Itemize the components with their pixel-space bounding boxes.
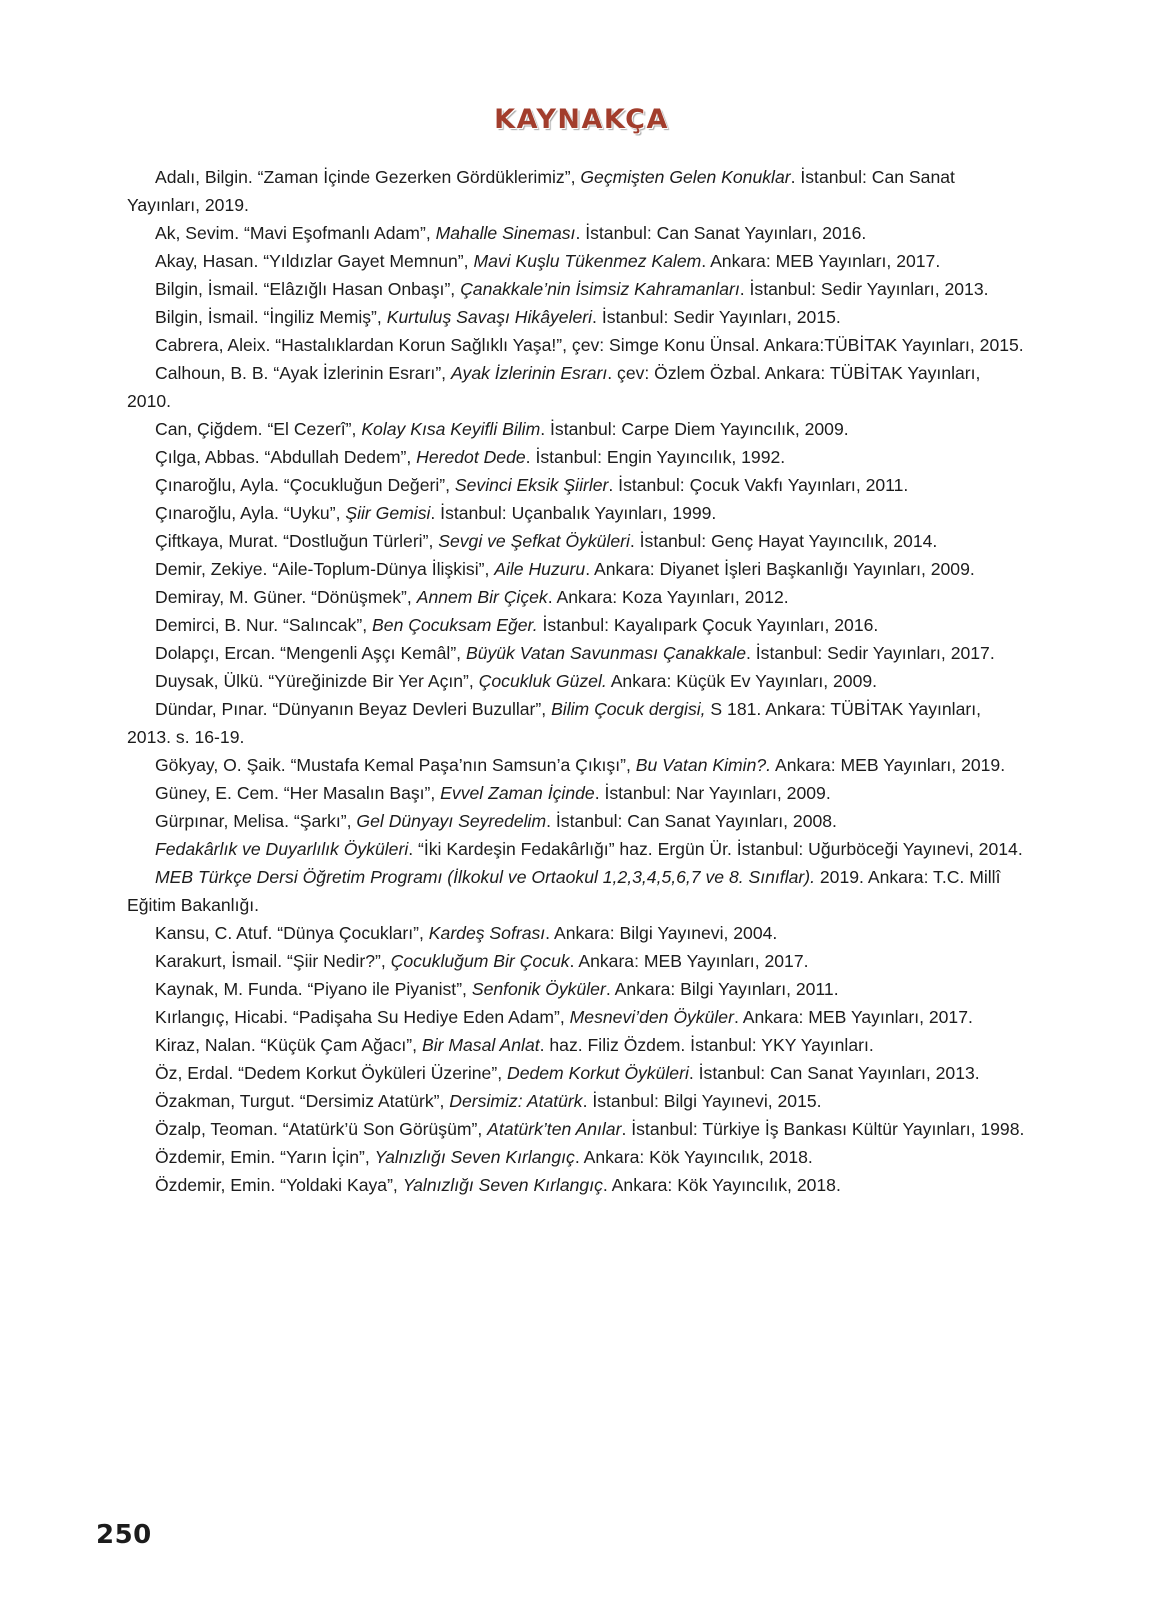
- reference-text: Duysak, Ülkü. “Yüreğinizde Bir Yer Açın”,: [155, 671, 479, 691]
- reference-text: Çiftkaya, Murat. “Dostluğun Türleri”,: [155, 531, 439, 551]
- reference-work-title: Evvel Zaman İçinde: [440, 783, 595, 803]
- reference-text: . Ankara: MEB Yayınları, 2017.: [701, 251, 941, 271]
- reference-text: . Ankara: Bilgi Yayınları, 2011.: [605, 979, 839, 999]
- reference-text: . İstanbul: Sedir Yayınları, 2013.: [739, 279, 989, 299]
- reference-text: Çılga, Abbas. “Abdullah Dedem”,: [155, 447, 417, 467]
- reference-work-title: Fedakârlık ve Duyarlılık Öyküleri: [155, 839, 409, 859]
- reference-text: . İstanbul: Genç Hayat Yayıncılık, 2014.: [629, 531, 938, 551]
- reference-work-title: Şiir Gemisi: [345, 503, 431, 523]
- reference-work-title: Bir Masal Anlat: [421, 1035, 540, 1055]
- reference-entry: [127, 835, 1027, 863]
- reference-text: . İstanbul: Carpe Diem Yayıncılık, 2009.: [540, 419, 849, 439]
- reference-text: Can, Çiğdem. “El Cezerî”,: [155, 419, 362, 439]
- reference-text: . İstanbul: Bilgi Yayınevi, 2015.: [582, 1091, 822, 1111]
- reference-work-title: Çocukluğum Bir Çocuk: [390, 951, 570, 971]
- reference-entry: [127, 583, 1027, 611]
- reference-text: Akay, Hasan. “Yıldızlar Gayet Memnun”,: [155, 251, 474, 271]
- reference-entry: [127, 219, 1027, 247]
- reference-entry: [127, 639, 1027, 667]
- reference-text: Calhoun, B. B. “Ayak İzlerinin Esrarı”,: [155, 363, 451, 383]
- reference-entry: [127, 331, 1027, 359]
- reference-text: . İstanbul: Can Sanat Yayınları, 2013.: [688, 1063, 980, 1083]
- reference-entry: [127, 1115, 1027, 1143]
- reference-work-title: Mesnevi’den Öyküler: [569, 1007, 734, 1027]
- reference-work-title: Mahalle Sineması: [435, 223, 576, 243]
- reference-work-title: Geçmişten Gelen Konuklar: [580, 167, 791, 187]
- reference-work-title: Kolay Kısa Keyifli Bilim: [361, 419, 541, 439]
- reference-work-title: Annem Bir Çiçek: [416, 587, 548, 607]
- reference-text: . İstanbul: Sedir Yayınları, 2015.: [592, 307, 841, 327]
- reference-text: . İstanbul: Engin Yayıncılık, 1992.: [525, 447, 786, 467]
- reference-text: . Ankara: Bilgi Yayınevi, 2004.: [545, 923, 778, 943]
- reference-text: Bilgin, İsmail. “Elâzığlı Hasan Onbaşı”,: [155, 279, 461, 299]
- reference-entry: [127, 415, 1027, 443]
- reference-work-title: Çanakkale’nin İsimsiz Kahramanları: [460, 279, 740, 299]
- reference-work-title: Bu Vatan Kimin?.: [635, 755, 772, 775]
- reference-text: . İstanbul: Nar Yayınları, 2009.: [594, 783, 831, 803]
- reference-text: Kaynak, M. Funda. “Piyano ile Piyanist”,: [155, 979, 472, 999]
- reference-list: [127, 163, 1027, 1199]
- reference-entry: [127, 751, 1027, 779]
- reference-text: Ankara: Küçük Ev Yayınları, 2009.: [606, 671, 878, 691]
- reference-entry: [127, 163, 1027, 219]
- reference-text: Kırlangıç, Hicabi. “Padişaha Su Hediye Eden Adam”,: [155, 1007, 570, 1027]
- reference-text: . Ankara: MEB Yayınları, 2017.: [569, 951, 809, 971]
- reference-work-title: Yalnızlığı Seven Kırlangıç: [374, 1147, 575, 1167]
- reference-work-title: Kardeş Sofrası: [428, 923, 546, 943]
- reference-text: Gürpınar, Melisa. “Şarkı”,: [155, 811, 357, 831]
- reference-text: Cabrera, Aleix. “Hastalıklardan Korun Sağlıklı Yaşa!”, çev: Simge Konu Ünsal. Ankara:TÜBİTAK Yayınları, 2015.: [155, 335, 1024, 355]
- reference-work-title: Büyük Vatan Savunması Çanakkale: [465, 643, 746, 663]
- reference-text: . “İki Kardeşin Fedakârlığı” haz. Ergün Ür. İstanbul: Uğurböceği Yayınevi, 2014.: [408, 839, 1023, 859]
- reference-text: . İstanbul: Can Sanat Yayınları, 2008.: [546, 811, 837, 831]
- reference-work-title: Aile Huzuru: [494, 559, 586, 579]
- reference-entry: [127, 947, 1027, 975]
- reference-entry: [127, 1171, 1027, 1199]
- reference-work-title: Sevgi ve Şefkat Öyküleri: [438, 531, 630, 551]
- reference-work-title: Kurtuluş Savaşı Hikâyeleri: [386, 307, 593, 327]
- reference-text: Kansu, C. Atuf. “Dünya Çocukları”,: [155, 923, 429, 943]
- reference-text: 2019. Ankara: T.C. Millî Eğitim Bakanlığı.: [127, 867, 1001, 915]
- page-title: KAYNAKÇA: [494, 104, 669, 135]
- reference-work-title: Ayak İzlerinin Esrarı: [450, 363, 608, 383]
- reference-entry: [127, 779, 1027, 807]
- reference-entry: [127, 1031, 1027, 1059]
- reference-text: . İstanbul: Çocuk Vakfı Yayınları, 2011.: [608, 475, 909, 495]
- reference-work-title: Senfonik Öyküler: [471, 979, 606, 999]
- reference-text: Özalp, Teoman. “Atatürk’ü Son Görüşüm”,: [155, 1119, 488, 1139]
- reference-text: Demirci, B. Nur. “Salıncak”,: [155, 615, 373, 635]
- reference-entry: [127, 1059, 1027, 1087]
- reference-entry: [127, 919, 1027, 947]
- reference-entry: [127, 247, 1027, 275]
- reference-text: . İstanbul: Sedir Yayınları, 2017.: [745, 643, 995, 663]
- reference-entry: [127, 555, 1027, 583]
- reference-work-title: Heredot Dede: [416, 447, 526, 467]
- reference-text: Demir, Zekiye. “Aile-Toplum-Dünya İlişkisi”,: [155, 559, 495, 579]
- reference-text: Adalı, Bilgin. “Zaman İçinde Gezerken Gördüklerimiz”,: [155, 167, 581, 187]
- reference-text: Özdemir, Emin. “Yarın İçin”,: [155, 1147, 375, 1167]
- reference-entry: [127, 1003, 1027, 1031]
- reference-text: . Ankara: Koza Yayınları, 2012.: [547, 587, 789, 607]
- reference-text: Çınaroğlu, Ayla. “Çocukluğun Değeri”,: [155, 475, 455, 495]
- reference-text: . Ankara: MEB Yayınları, 2017.: [733, 1007, 973, 1027]
- reference-entry: [127, 275, 1027, 303]
- reference-work-title: Atatürk’ten Anılar: [487, 1119, 622, 1139]
- reference-work-title: MEB Türkçe Dersi Öğretim Programı (İlkokul ve Ortaokul 1,2,3,4,5,6,7 ve 8. Sınıflar).: [155, 867, 815, 887]
- reference-entry: [127, 359, 1027, 415]
- reference-text: Ankara: MEB Yayınları, 2019.: [771, 755, 1006, 775]
- reference-entry: [127, 863, 1027, 919]
- reference-work-title: Çocukluk Güzel.: [478, 671, 607, 691]
- reference-entry: [127, 443, 1027, 471]
- reference-text: . Ankara: Kök Yayıncılık, 2018.: [574, 1147, 813, 1167]
- reference-text: Ak, Sevim. “Mavi Eşofmanlı Adam”,: [155, 223, 436, 243]
- reference-text: Öz, Erdal. “Dedem Korkut Öyküleri Üzerine”,: [155, 1063, 507, 1083]
- reference-text: Özdemir, Emin. “Yoldaki Kaya”,: [155, 1175, 403, 1195]
- reference-text: Gökyay, O. Şaik. “Mustafa Kemal Paşa’nın Samsun’a Çıkışı”,: [155, 755, 636, 775]
- reference-text: Güney, E. Cem. “Her Masalın Başı”,: [155, 783, 441, 803]
- reference-text: . İstanbul: Türkiye İş Bankası Kültür Yayınları, 1998.: [621, 1119, 1025, 1139]
- reference-work-title: Sevinci Eksik Şiirler: [454, 475, 609, 495]
- reference-entry: [127, 695, 1027, 751]
- reference-text: Karakurt, İsmail. “Şiir Nedir?”,: [155, 951, 391, 971]
- reference-work-title: Dersimiz: Atatürk: [449, 1091, 583, 1111]
- reference-work-title: Gel Dünyayı Seyredelim: [356, 811, 547, 831]
- reference-text: . Ankara: Diyanet İşleri Başkanlığı Yayınları, 2009.: [585, 559, 975, 579]
- reference-work-title: Bilim Çocuk dergisi,: [551, 699, 706, 719]
- reference-text: Dündar, Pınar. “Dünyanın Beyaz Devleri Buzullar”,: [155, 699, 552, 719]
- reference-text: Çınaroğlu, Ayla. “Uyku”,: [155, 503, 346, 523]
- reference-text: . haz. Filiz Özdem. İstanbul: YKY Yayınları.: [539, 1035, 874, 1055]
- reference-text: . çev: Özlem Özbal. Ankara: TÜBİTAK Yayınları, 2010.: [127, 363, 981, 411]
- reference-entry: [127, 499, 1027, 527]
- page-number: 250: [96, 1520, 152, 1550]
- reference-entry: [127, 303, 1027, 331]
- reference-text: . Ankara: Kök Yayıncılık, 2018.: [602, 1175, 841, 1195]
- reference-entry: [127, 807, 1027, 835]
- reference-work-title: Ben Çocuksam Eğer.: [372, 615, 538, 635]
- reference-text: Dolapçı, Ercan. “Mengenli Aşçı Kemâl”,: [155, 643, 466, 663]
- reference-entry: [127, 611, 1027, 639]
- reference-text: Kiraz, Nalan. “Küçük Çam Ağacı”,: [155, 1035, 422, 1055]
- reference-work-title: Yalnızlığı Seven Kırlangıç: [402, 1175, 603, 1195]
- reference-text: . İstanbul: Uçanbalık Yayınları, 1999.: [430, 503, 717, 523]
- reference-text: Bilgin, İsmail. “İngiliz Memiş”,: [155, 307, 387, 327]
- reference-text: İstanbul: Kayalıpark Çocuk Yayınları, 2016.: [537, 615, 879, 635]
- reference-entry: [127, 527, 1027, 555]
- reference-text: . İstanbul: Can Sanat Yayınları, 2016.: [575, 223, 867, 243]
- reference-entry: [127, 975, 1027, 1003]
- reference-text: Özakman, Turgut. “Dersimiz Atatürk”,: [155, 1091, 450, 1111]
- reference-entry: [127, 667, 1027, 695]
- reference-entry: [127, 471, 1027, 499]
- reference-text: Demiray, M. Güner. “Dönüşmek”,: [155, 587, 417, 607]
- reference-work-title: Mavi Kuşlu Tükenmez Kalem: [473, 251, 702, 271]
- reference-work-title: Dedem Korkut Öyküleri: [506, 1063, 689, 1083]
- reference-text: . İstanbul: Can Sanat Yayınları, 2019.: [127, 167, 955, 215]
- reference-entry: [127, 1087, 1027, 1115]
- reference-entry: [127, 1143, 1027, 1171]
- reference-text: S 181. Ankara: TÜBİTAK Yayınları, 2013. s. 16-19.: [127, 699, 981, 747]
